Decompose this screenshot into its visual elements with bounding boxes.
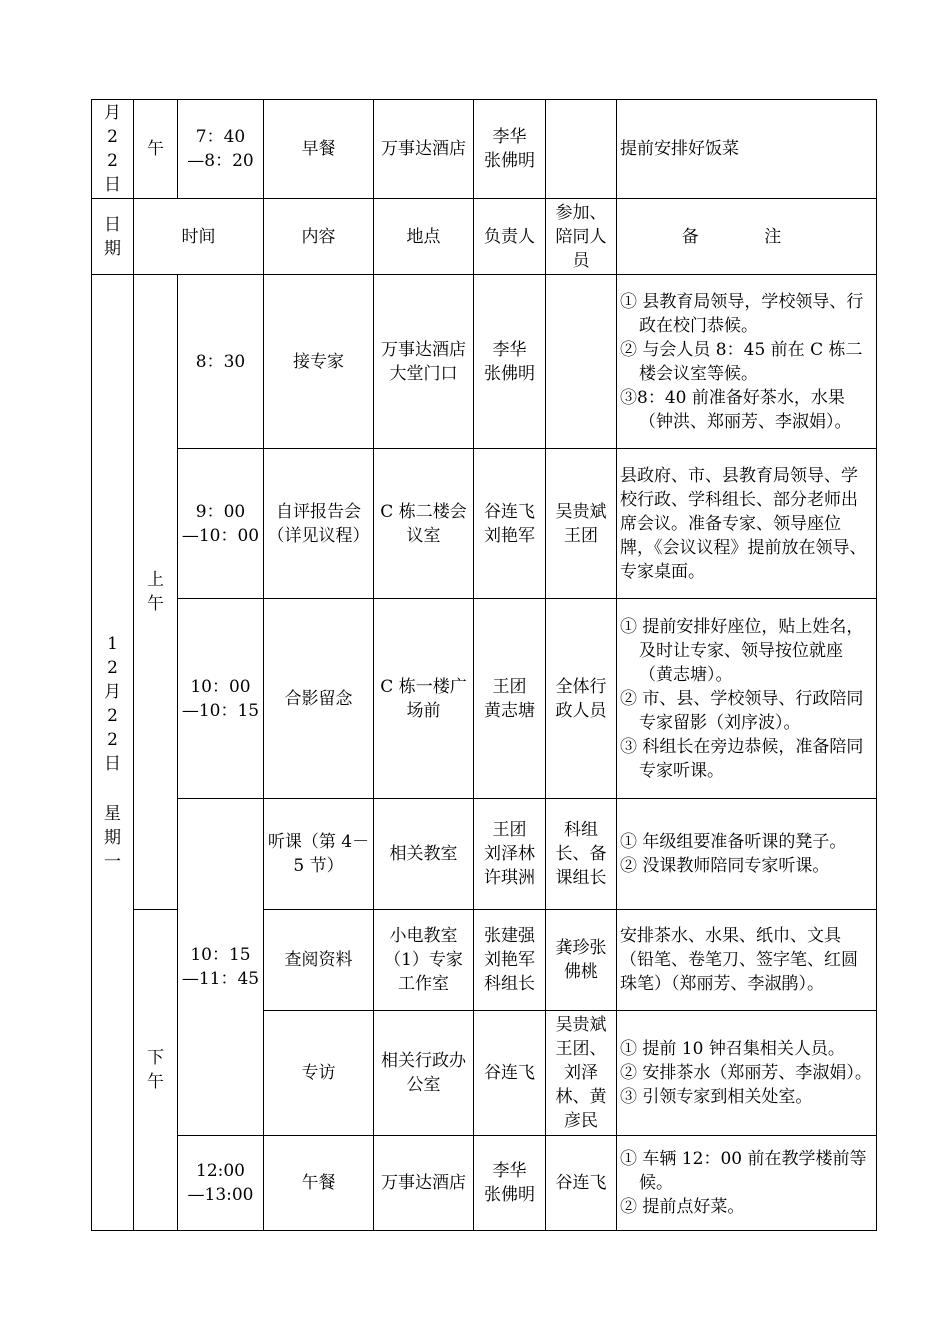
- participants-cell: 全体行政人员: [546, 599, 617, 799]
- location-cell: 万事达酒店大堂门口: [374, 275, 474, 449]
- period-afternoon: 下午: [134, 910, 178, 1231]
- header-content: 内容: [264, 199, 374, 275]
- header-notes: 备 注: [617, 199, 877, 275]
- header-time: 时间: [134, 199, 264, 275]
- responsible-cell: 张建强 刘艳军 科组长: [474, 910, 546, 1011]
- participants-cell: 吴贵斌王团: [546, 449, 617, 599]
- period-cell: 午: [134, 100, 178, 199]
- schedule-table: [91, 99, 877, 1231]
- location-cell: C 栋一楼广场前: [374, 599, 474, 799]
- location-cell: 相关行政办公室: [374, 1011, 474, 1136]
- content-cell: 早餐: [264, 100, 374, 199]
- notes-cell: ① 提前安排好座位，贴上姓名， 及时让专家、领导按位就座（黄志塘）。 ② 市、县、学校领导、行政陪同专家留影（刘序波）。 ③ 科组长在旁边恭候，准备陪同专家听课。: [617, 599, 877, 799]
- table-row-meet-experts: [92, 275, 877, 449]
- responsible-cell: 谷连飞 刘艳军: [474, 449, 546, 599]
- header-responsible: 负责人: [474, 199, 546, 275]
- table-header-row: [92, 199, 877, 275]
- content-cell: 接专家: [264, 275, 374, 449]
- location-cell: 万事达酒店: [374, 1136, 474, 1231]
- table-row-breakfast: [92, 100, 877, 199]
- date-cell: 月22日: [92, 100, 134, 199]
- notes-cell: ① 提前 10 钟召集相关人员。 ② 安排茶水（郑丽芳、李淑娟）。 ③ 引领专家到相关处室。: [617, 1011, 877, 1136]
- location-cell: 小电教室（1）专家工作室: [374, 910, 474, 1011]
- content-cell: 合影留念: [264, 599, 374, 799]
- responsible-cell: 王团 黄志塘: [474, 599, 546, 799]
- table-row-attend-class: [92, 799, 877, 910]
- time-cell: 10：00 —10：15: [178, 599, 264, 799]
- notes-cell: 县政府、市、县教育局领导、学校行政、学科组长、部分老师出席会议。准备专家、领导座位牌，《会议议程》提前放在领导、专家桌面。: [617, 449, 877, 599]
- time-cell: 9：00 —10：00: [178, 449, 264, 599]
- content-cell: 专访: [264, 1011, 374, 1136]
- time-cell: 10：15 —11：45: [178, 799, 264, 1136]
- time-cell: 7：40 —8：20: [178, 100, 264, 199]
- time-cell: 12:00 —13:00: [178, 1136, 264, 1231]
- participants-cell: 谷连飞: [546, 1136, 617, 1231]
- content-cell: 自评报告会（详见议程）: [264, 449, 374, 599]
- responsible-cell: 李华 张佛明: [474, 275, 546, 449]
- header-date: 日期: [92, 199, 134, 275]
- content-cell: 听课（第 4－5 节）: [264, 799, 374, 910]
- responsible-cell: 李华 张佛明: [474, 1136, 546, 1231]
- notes-cell: 提前安排好饭菜: [617, 100, 877, 199]
- responsible-cell: 王团 刘泽林 许琪洲: [474, 799, 546, 910]
- participants-cell: 吴贵斌王团、刘泽林、黄彦民: [546, 1011, 617, 1136]
- location-cell: 万事达酒店: [374, 100, 474, 199]
- participants-cell: [546, 275, 617, 449]
- notes-cell: ① 车辆 12：00 前在教学楼前等候。 ② 提前点好菜。: [617, 1136, 877, 1231]
- participants-cell: [546, 100, 617, 199]
- responsible-cell: 李华 张佛明: [474, 100, 546, 199]
- period-morning: 上午: [134, 275, 178, 910]
- header-location: 地点: [374, 199, 474, 275]
- notes-cell: ① 县教育局领导，学校领导、行政在校门恭候。 ② 与会人员 8：45 前在 C 栋二楼会议室等候。 ③8：40 前准备好茶水，水果（钟洪、郑丽芳、李淑娟）。: [617, 275, 877, 449]
- location-cell: C 栋二楼会议室: [374, 449, 474, 599]
- date-cell: 12月22日 星期一: [92, 275, 134, 1231]
- table-row-group-photo: [92, 599, 877, 799]
- table-row-lunch: [92, 1136, 877, 1231]
- content-cell: 查阅资料: [264, 910, 374, 1011]
- time-cell: 8：30: [178, 275, 264, 449]
- responsible-cell: 谷连飞: [474, 1011, 546, 1136]
- header-participants: 参加、陪同人员: [546, 199, 617, 275]
- notes-cell: ① 年级组要准备听课的凳子。 ② 没课教师陪同专家听课。: [617, 799, 877, 910]
- participants-cell: 龚珍张佛桃: [546, 910, 617, 1011]
- notes-cell: 安排茶水、水果、纸巾、文具（铅笔、卷笔刀、签字笔、红圆珠笔）（郑丽芳、李淑鹃）。: [617, 910, 877, 1011]
- participants-cell: 科组长、备课组长: [546, 799, 617, 910]
- table-row-self-evaluation: [92, 449, 877, 599]
- location-cell: 相关教室: [374, 799, 474, 910]
- content-cell: 午餐: [264, 1136, 374, 1231]
